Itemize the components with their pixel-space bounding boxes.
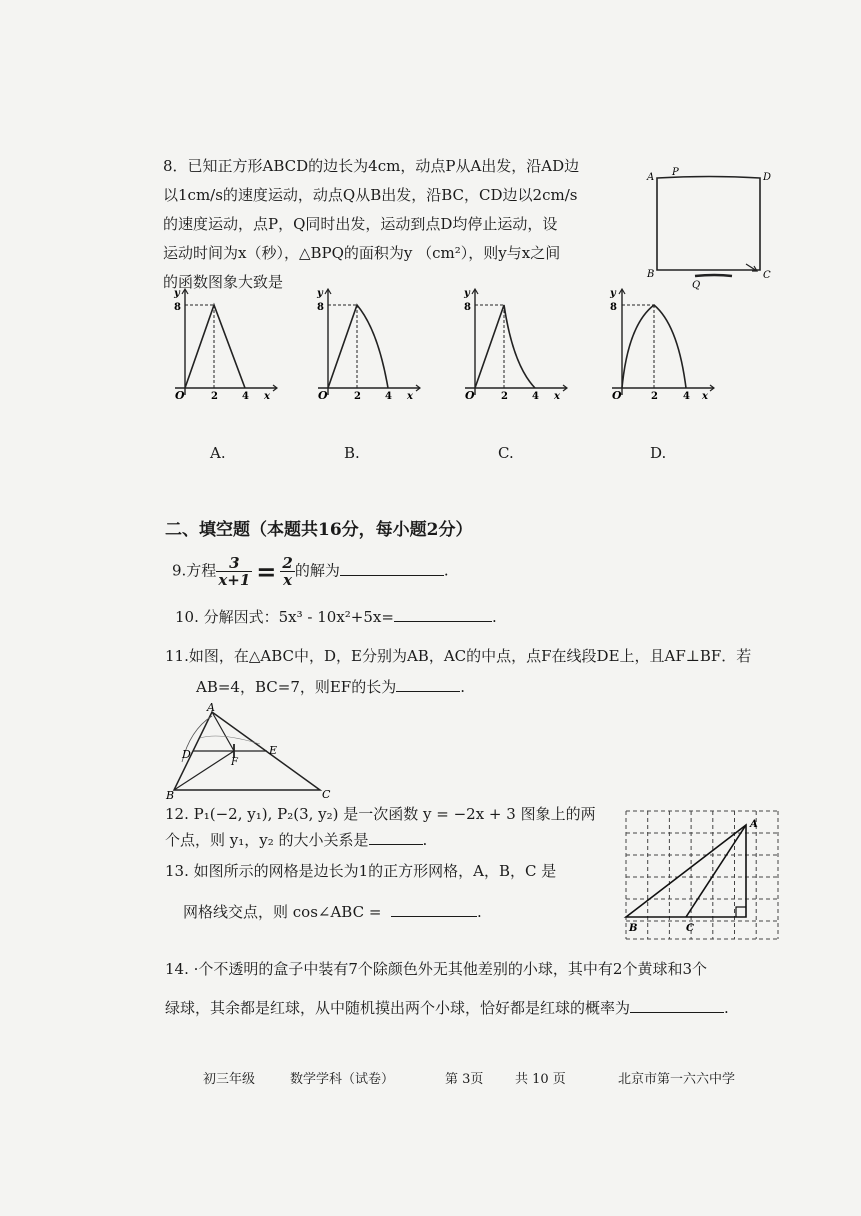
square-figure: [640, 160, 790, 290]
tri-label-B: B: [166, 789, 175, 800]
svg-text:4: 4: [683, 391, 690, 400]
svg-text:8: 8: [174, 302, 181, 313]
tri-label-A: A: [207, 701, 215, 714]
svg-text:O: O: [465, 389, 475, 400]
option-a-label: A.: [210, 444, 226, 462]
svg-text:y: y: [464, 288, 470, 299]
option-b-label: B.: [344, 444, 360, 462]
svg-text:8: 8: [464, 302, 471, 313]
svg-text:4: 4: [242, 391, 249, 400]
q9-fraction-2: $\frac{2}{x}$: [282, 554, 293, 589]
segment-af: [212, 712, 234, 751]
label-A: A: [647, 172, 655, 183]
q-marker: [695, 275, 732, 276]
q9-answer-blank[interactable]: [340, 561, 444, 576]
question-8: [163, 152, 579, 297]
label-B: B: [647, 269, 655, 280]
question-11-line-1: 11.如图，在△ABC中，D，E分别为AB，AC的中点，点F在线段DE上，且AF⊥BF．若: [165, 647, 752, 665]
question-13-line-2: 网格线交点，则 cos∠ABC = .: [183, 903, 482, 921]
q8-line-5: 的函数图象大致是: [163, 273, 284, 291]
q10-answer-blank[interactable]: [394, 607, 492, 622]
graph-option-c: [455, 285, 570, 400]
option-d-label: D.: [650, 444, 667, 462]
label-D: D: [763, 172, 772, 183]
graph-option-a: [165, 285, 280, 400]
footer-grade: 初三年级: [203, 1072, 256, 1087]
question-14-line-1: 14. ·个不透明的盒子中装有7个除颜色外无其他差别的小球，其中有2个黄球和3个: [165, 960, 708, 978]
q11-answer-blank[interactable]: [396, 677, 460, 692]
tri-label-E: E: [269, 744, 278, 757]
footer-subject: 数学学科（试卷）: [290, 1072, 395, 1087]
tri-label-C: C: [322, 788, 331, 800]
q12-answer-blank[interactable]: [369, 830, 423, 845]
svg-text:x: x: [554, 391, 560, 400]
section-2-title: 二、填空题（本题共16分，每小题2分）: [165, 520, 473, 540]
label-C: C: [763, 270, 771, 281]
svg-text:O: O: [175, 389, 185, 400]
question-9: 9.方程 $\frac{3}{x+1}$ = $\frac{2}{x}$ 的解为 .: [172, 554, 449, 589]
grid-figure: [620, 805, 785, 945]
option-c-label: C.: [498, 444, 514, 462]
question-13-line-1: 13. 如图所示的网格是边长为1的正方形网格，A，B，C 是: [165, 862, 557, 880]
q13-answer-blank[interactable]: [391, 902, 477, 917]
square-outline: [657, 177, 760, 271]
question-10: 10. 分解因式：5x³ - 10x²+5x= .: [175, 608, 497, 626]
graph-a-curve: [185, 305, 245, 388]
graph-c-curve: [475, 305, 535, 388]
tri-label-F: F: [231, 757, 238, 768]
grid-triangle: [626, 825, 746, 917]
right-angle-mark: [736, 907, 746, 917]
label-P: P: [672, 167, 679, 178]
svg-text:x: x: [702, 391, 708, 400]
svg-text:4: 4: [532, 391, 539, 400]
q8-line-4: 运动时间为x（秒），△BPQ的面积为y （cm²），则y与x之间: [163, 244, 561, 262]
svg-text:O: O: [612, 389, 622, 400]
graph-option-b: [308, 285, 423, 400]
svg-text:x: x: [264, 391, 270, 400]
label-Q: Q: [692, 280, 701, 290]
segment-ac: [686, 825, 746, 917]
grid-label-B: B: [629, 923, 638, 934]
q9-fraction-1: $\frac{3}{x+1}$: [218, 554, 251, 589]
footer-total: 共 10 页: [515, 1072, 566, 1087]
q8-line-3: 的速度运动，点P，Q同时出发，运动到点D均停止运动，设: [163, 215, 558, 233]
svg-text:8: 8: [610, 302, 617, 313]
svg-text:2: 2: [211, 391, 218, 400]
svg-text:2: 2: [501, 391, 508, 400]
grid-label-C: C: [686, 923, 694, 934]
svg-text:y: y: [174, 288, 180, 299]
q14-answer-blank[interactable]: [630, 998, 724, 1013]
q8-line-2: 以1cm/s的速度运动，动点Q从B出发，沿BC，CD边以2cm/s: [163, 186, 578, 204]
grid-lines: [626, 811, 778, 939]
graph-b-curve: [328, 305, 388, 388]
q8-line-1: 8．已知正方形ABCD的边长为4cm，动点P从A出发，沿AD边: [163, 157, 580, 175]
svg-text:2: 2: [354, 391, 361, 400]
footer-page: 第 3页: [445, 1072, 484, 1087]
svg-text:y: y: [317, 288, 323, 299]
tri-label-D: D: [182, 748, 191, 761]
question-14-line-2: 绿球，其余都是红球，从中随机摸出两个小球，恰好都是红球的概率为 .: [165, 999, 729, 1017]
question-12-line-2: 个点，则 y₁，y₂ 的大小关系是 .: [165, 831, 428, 849]
svg-text:4: 4: [385, 391, 392, 400]
svg-text:2: 2: [651, 391, 658, 400]
graph-option-d: [598, 285, 718, 400]
svg-text:x: x: [407, 391, 413, 400]
svg-text:O: O: [318, 389, 328, 400]
svg-text:8: 8: [317, 302, 324, 313]
svg-text:y: y: [610, 288, 616, 299]
triangle-figure: [160, 700, 340, 800]
footer-school: 北京市第一六六中学: [618, 1072, 736, 1087]
question-12-line-1: 12. P₁(−2, y₁), P₂(3, y₂) 是一次函数 y = −2x + 3 图象上的两: [165, 805, 596, 823]
grid-label-A: A: [750, 819, 758, 830]
question-11-line-2: AB=4，BC=7，则EF的长为 .: [196, 678, 465, 696]
